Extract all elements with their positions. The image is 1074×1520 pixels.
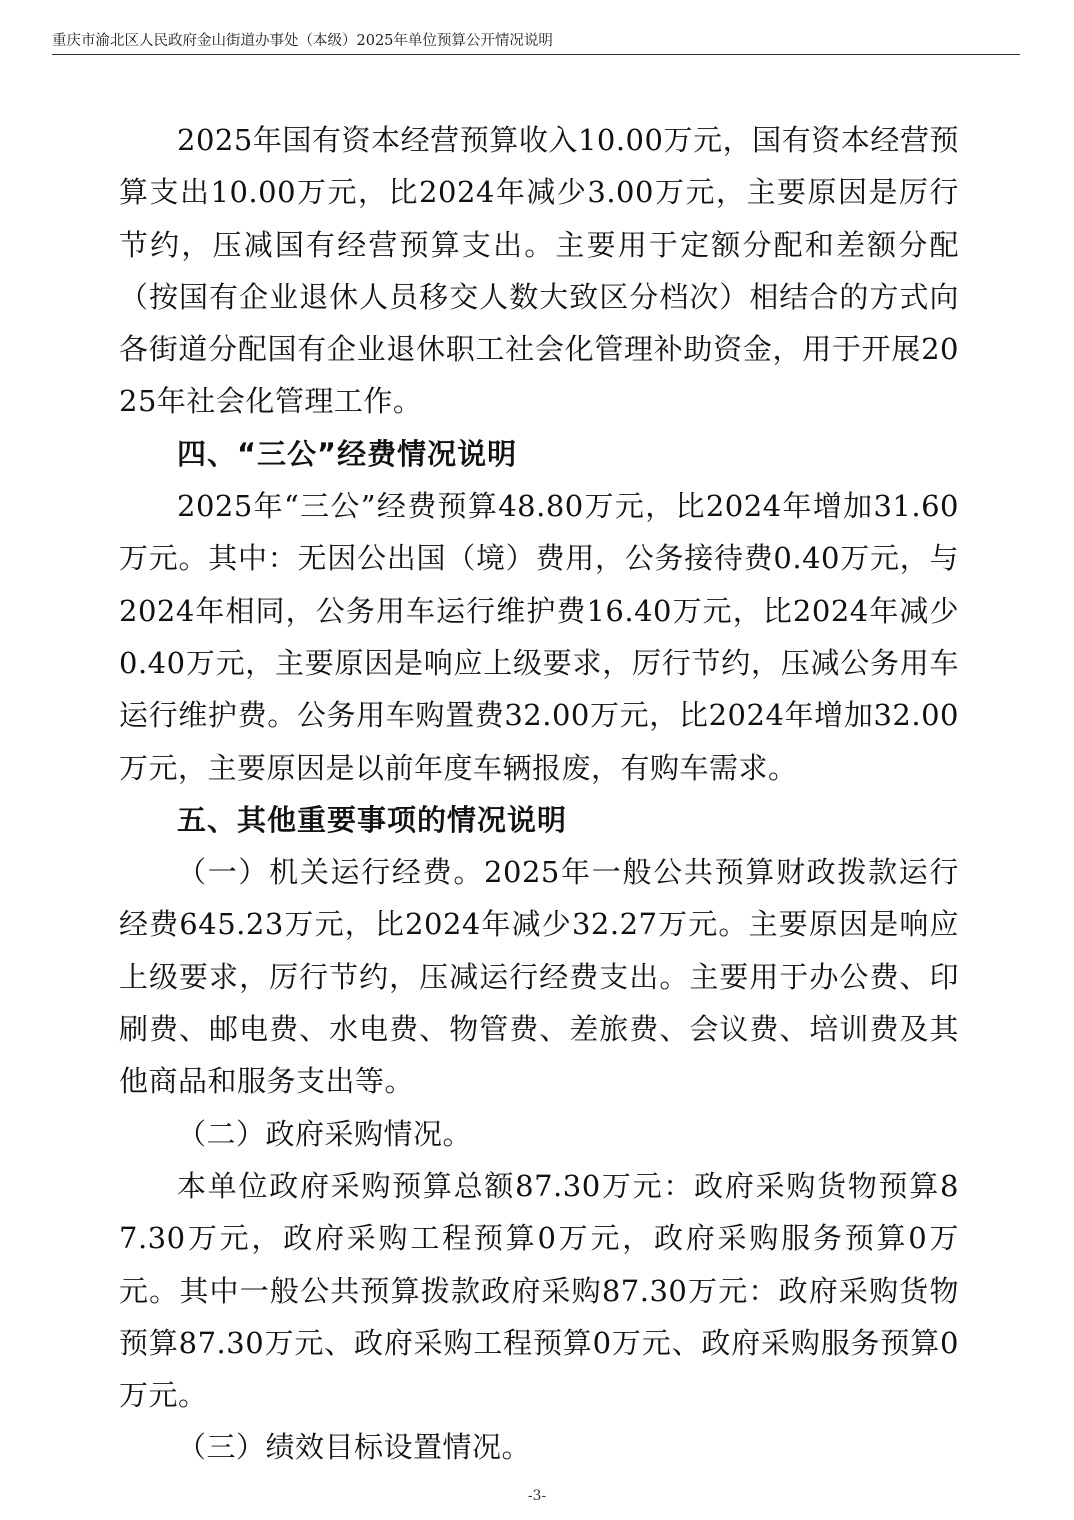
document-body bbox=[119, 114, 959, 1474]
paragraph-operating-expenses: （一）机关运行经费。2025年一般公共预算财政拨款运行经费645.23万元，比2024年减少32.27万元。主要原因是响应上级要求，厉行节约，压减运行经费支出。主要用于办公费、印刷费、邮电费、水电费、物管费、差旅费、会议费、培训费及其他商品和服务支出等。 bbox=[119, 855, 959, 1099]
paragraph-state-capital-budget: 2025年国有资本经营预算收入10.00万元，国有资本经营预算支出10.00万元，比2024年减少3.00万元，主要原因是厉行节约，压减国有经营预算支出。主要用于定额分配和差额分配（按国有企业退休人员移交人数大致区分档次）相结合的方式向各街道分配国有企业退休职工社会化管理补助资金，用于开展2025年社会化管理工作。 bbox=[119, 123, 959, 419]
page-header bbox=[52, 30, 1020, 55]
section-heading-other-matters: 五、其他重要事项的情况说明 bbox=[177, 802, 568, 837]
page-number: -3- bbox=[527, 1488, 547, 1504]
section-heading-three-public-expenses: 四、“三公”经费情况说明 bbox=[177, 436, 518, 471]
paragraph-government-procurement: 本单位政府采购预算总额87.30万元：政府采购货物预算87.30万元，政府采购工程预算0万元，政府采购服务预算0万元。其中一般公共预算拨款政府采购87.30万元：政府采购货物预算87.30万元、政府采购工程预算0万元、政府采购服务预算0万元。 bbox=[119, 1168, 959, 1413]
subheading-government-procurement: （二）政府采购情况。 bbox=[177, 1116, 473, 1151]
paragraph-three-public-expenses: 2025年“三公”经费预算48.80万元，比2024年增加31.60万元。其中：无因公出国（境）费用，公务接待费0.40万元，与2024年相同，公务用车运行维护费16.40万元，比2024年减少0.40万元，主要原因是响应上级要求，厉行节约，压减公务用车运行维护费。公务用车购置费32.00万元，比2024年增加32.00万元，主要原因是以前年度车辆报废，有购车需求。 bbox=[119, 489, 959, 785]
subheading-performance-targets: （三）绩效目标设置情况。 bbox=[177, 1430, 532, 1465]
document-title: 重庆市渝北区人民政府金山街道办事处（本级）2025年单位预算公开情况说明 bbox=[52, 33, 553, 49]
